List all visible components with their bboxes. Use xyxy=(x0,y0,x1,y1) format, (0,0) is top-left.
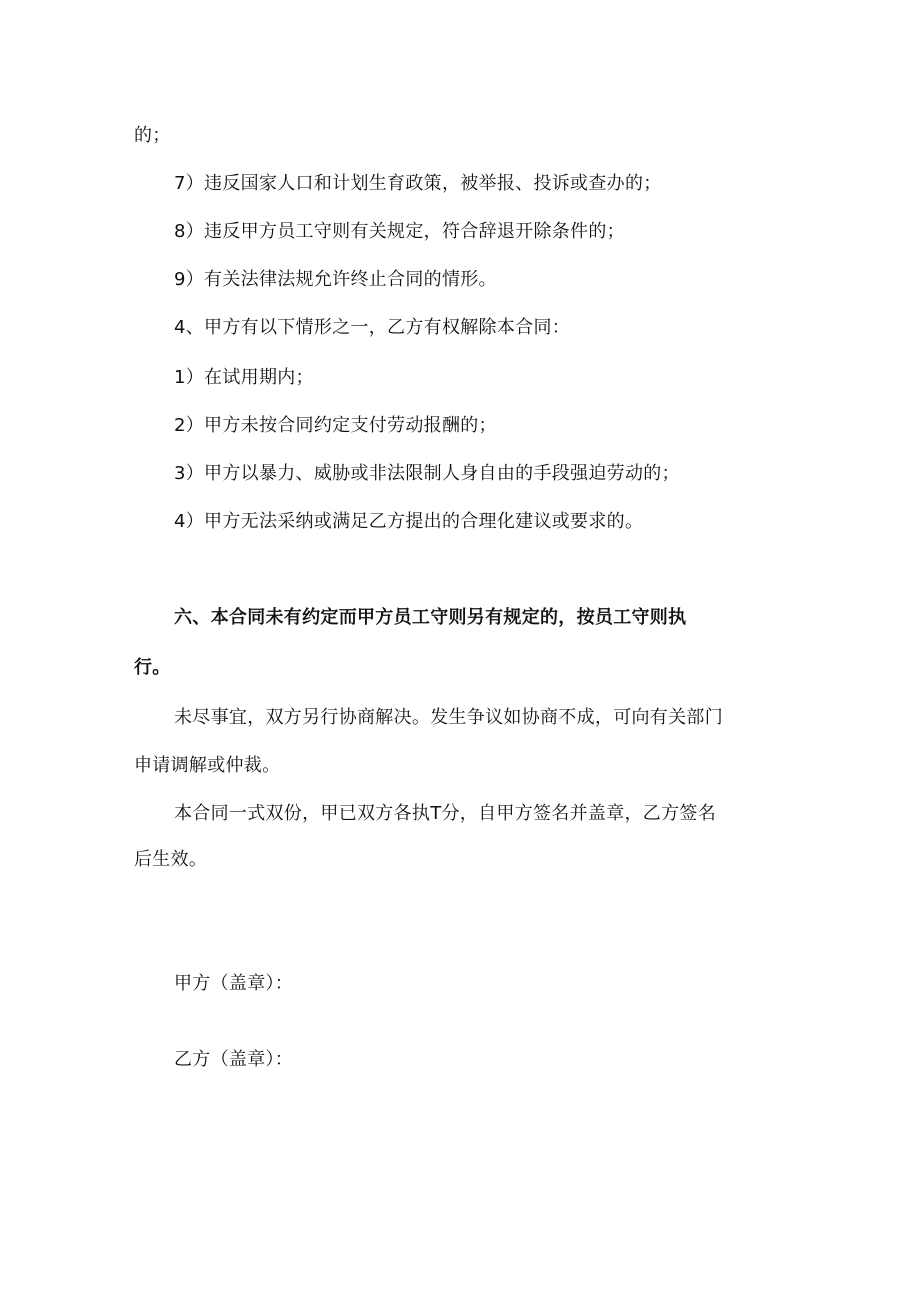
paragraph-line: 未尽事宜，双方另行协商解决。发生争议如协商不成，可向有关部门 xyxy=(174,707,723,728)
section-heading-continued: 行。 xyxy=(134,657,171,678)
party-a-signature-label: 甲方（盖章）： xyxy=(174,973,294,994)
paragraph-line: 申请调解或仲裁。 xyxy=(134,755,281,776)
text-line: 的； xyxy=(134,125,171,146)
section-heading: 六、本合同未有约定而甲方员工守则另有规定的，按员工守则执 xyxy=(174,607,687,628)
list-item: 7）违反国家人口和计划生育政策，被举报、投诉或查办的； xyxy=(174,173,662,194)
paragraph-line: 本合同一式双份，甲已双方各执T分，自甲方签名并盖章，乙方签名 xyxy=(174,803,716,824)
list-item: 1）在试用期内； xyxy=(174,367,314,388)
list-item: 9）有关法律法规允许终止合同的情形。 xyxy=(174,269,497,290)
list-item: 4）甲方无法采纳或满足乙方提出的合理化建议或要求的。 xyxy=(174,511,644,532)
party-b-signature-label: 乙方（盖章）： xyxy=(174,1049,294,1070)
clause-heading: 4、甲方有以下情形之一，乙方有权解除本合同： xyxy=(174,317,571,338)
paragraph-line: 后生效。 xyxy=(134,849,208,870)
list-item: 3）甲方以暴力、威胁或非法限制人身自由的手段强迫劳动的； xyxy=(174,463,680,484)
list-item: 8）违反甲方员工守则有关规定，符合辞退开除条件的； xyxy=(174,221,625,242)
list-item: 2）甲方未按合同约定支付劳动报酬的； xyxy=(174,415,497,436)
